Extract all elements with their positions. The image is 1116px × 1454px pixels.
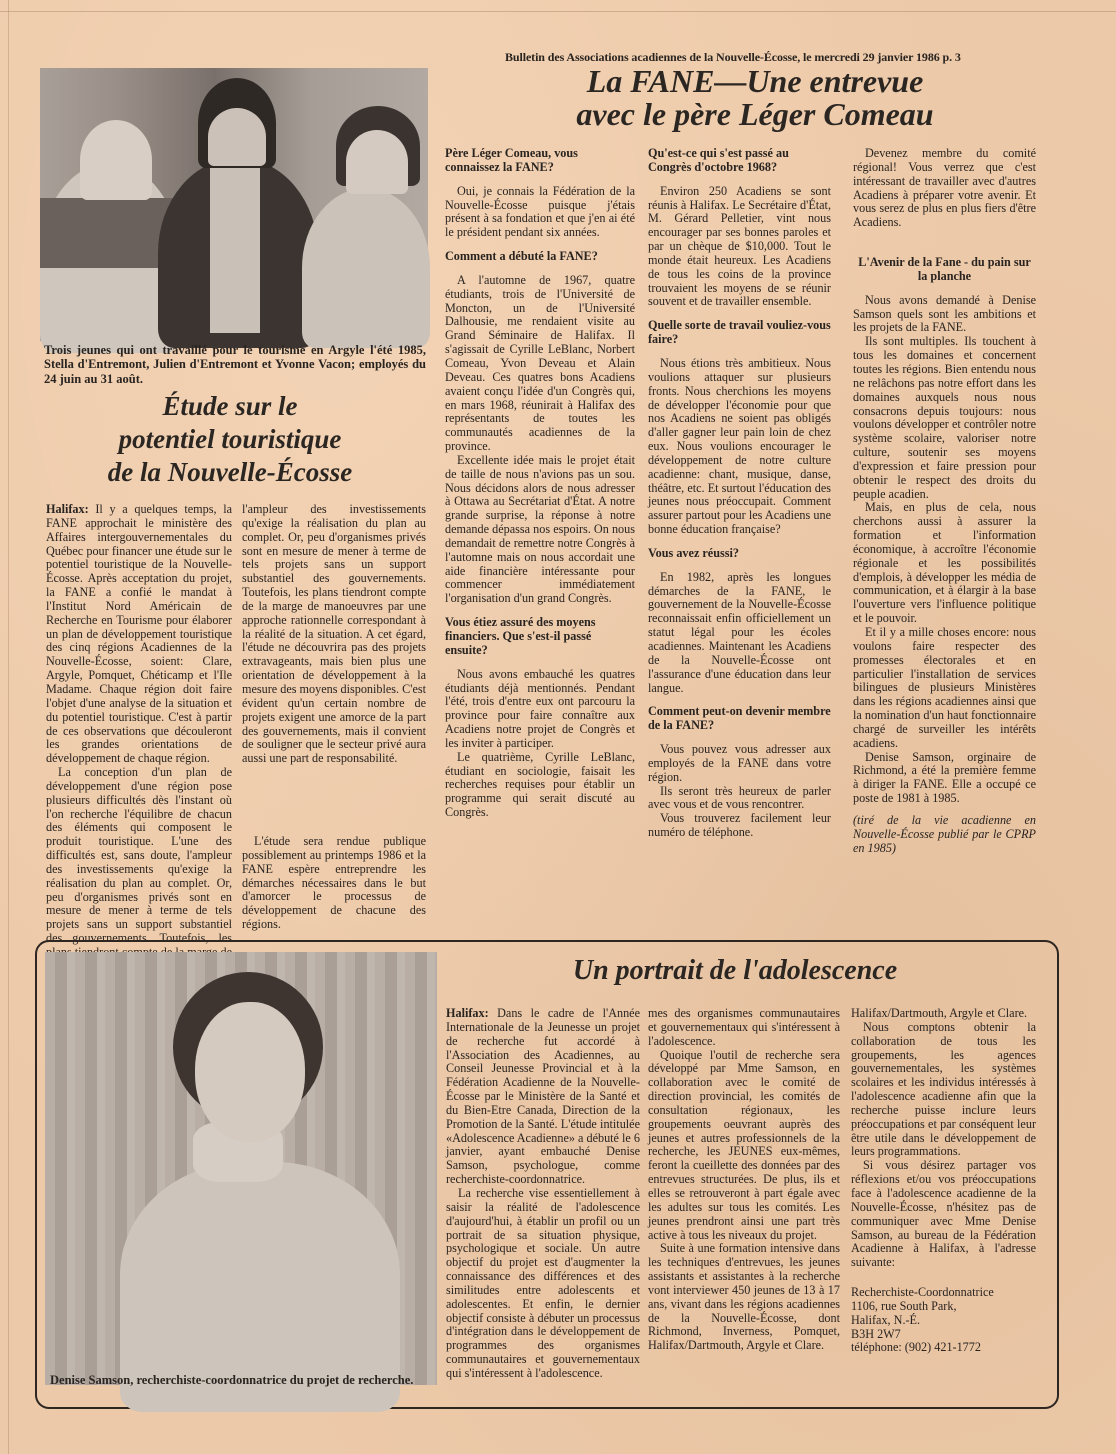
article-paragraph bbox=[46, 503, 232, 766]
adolescence-headline: Un portrait de l'adolescence bbox=[572, 955, 898, 986]
article-paragraph: Suite à une formation intensive dans les techniques d'entrevues, les jeunes assistants et assistantes à la recherche vont interviewer 450 jeunes de 13 à 17 ans, vivant dans les régions acadiennes de la Nouvelle-Écosse, dont Richmond, Inverness, Pomquet, Halifax/Dartmouth, Argyle et Clare. bbox=[648, 1241, 840, 1353]
article-paragraph-continued: Halifax/Dartmouth, Argyle et Clare. bbox=[851, 1006, 1028, 1020]
paragraph-text: Dans le cadre de l'Année Internationale de la Jeunesse un projet de recherche fut accordé à l'Association des Acadiennes, au Conseil Jeunesse Provincial et à la Fédération Acadienne de la Nouvelle-Écosse par le Ministère de la Santé et du Bien-Etre Canada, Direction de la Promotion de la Santé. L'étude intitulée «Adolescence Acadienne» a débuté le 6 janvier, ayant embauché Denise Samson, psychologue, comme recherchiste-coordonnatrice. bbox=[446, 1006, 641, 1187]
tourism-column-2 bbox=[242, 503, 426, 932]
adolescence-column-1 bbox=[446, 1006, 641, 1380]
interview-answer: Devenez membre du comité régional! Vous verrez que c'est intéressant de travailler avec d'autres Acadiens à préparer votre avenir. Et vous serez de plus en plus fiers d'être Acadiens. bbox=[853, 146, 1036, 230]
interview-answer: Oui, je connais la Fédération de la Nouvelle-Écosse puisque j'étais présent à sa fondation et que j'en ai été le président pendant six années. bbox=[445, 183, 635, 240]
article-paragraph: Ils sont multiples. Ils touchent à tous les domaines et concernent toutes les régions. Bien entendu nous ne relâchons pas notre effort dans les domaines auxquels nous nous consacrons depuis toujours: nous voulons développer et contrôler notre système scolaire, valoriser notre culture, soutenir ses moyens d'expression et faire pression pour obtenir le respect des droits du peuple acadien. bbox=[853, 334, 1036, 501]
article-paragraph-continued: mes des organismes communautaires et gouvernementaux qui s'intéressent à l'adolescence. bbox=[648, 1006, 840, 1048]
face bbox=[208, 108, 266, 166]
running-header: Bulletin des Associations acadiennes de la Nouvelle-Écosse, le mercredi 29 janvier 1986 p. 3 bbox=[505, 50, 961, 64]
tourism-column-1 bbox=[46, 502, 232, 946]
article-paragraph: Et il y a mille choses encore: nous voulons faire respecter des promesses électorales et en particulier l'installation de services bilingues de plusieurs Ministères dans les régions acadiennes ainsi que la nomination d'un haut fonctionnaire chargé de surveiller les intérêts acadiens. bbox=[853, 625, 1036, 750]
interview-answer: Vous trouverez facilement leur numéro de téléphone. bbox=[648, 811, 831, 840]
article-paragraph: Mais, en plus de cela, nous cherchons aussi à assurer la formation et l'information économique, à accroître l'économie régionale et les possibilités d'emplois, à développer les média de communication, et à élargir à la base l'ouverture vers l'influence politique et le pouvoir. bbox=[853, 500, 1036, 626]
interview-answer: Nous étions très ambitieux. Nous voulions attaquer sur plusieurs fronts. Nous cherchions les moyens de développer l'économie pour que nos Acadiens ne soient pas obligés d'aller gagner leur pain loin de chez eux. Nous voulions encourager le développement de notre culture acadienne: chant, musique, danse, théâtre, etc. Et surtout l'éducation des jeunes nous préoccupait. Comment assurer partout pour les Acadiens une bonne éducation française? bbox=[648, 355, 831, 537]
address-line: Recherchiste-Coordonnatrice bbox=[851, 1285, 994, 1300]
photo-caption: Trois jeunes qui ont travaillé pour le tourisme en Argyle l'été 1985, Stella d'Entremont, Julien d'Entremont et Yvonne Vacon; employés du 24 juin au 31 août. bbox=[44, 343, 426, 386]
article-paragraph: La conception d'un plan de développement d'une région pose plusieurs difficultés dès l'instant où l'on recherche l'équilibre de chacun des éléments qui composent le produit touristique. L'une des difficultés est, sans doute, l'ampleur des investissements qu'exige la réalisation du plan au complet. Or, peu d'organismes privés sont en mesure de mener à terme de tels projets sans un support substantiel des gouvernements. Toutefois, les bbox=[46, 765, 232, 946]
tourism-headline-line1: Étude sur le bbox=[162, 391, 298, 421]
article-paragraph: Nous avons demandé à Denise Samson quels sont les ambitions et les projets de la FANE. bbox=[853, 292, 1036, 335]
interview-answer: Excellente idée mais le projet était de taille de nous n'avions pas un sou. Nous décidons alors de nous adresser à Ottawa au Secrétariat d'État. A notre grande surprise, la réponse à notre demande dépassa nos espoirs. On nous demandait de remettre notre Congrès à l'automne mais on nous accordait une aide financière intéressante pour commencer immédiatement l'organisation d'un grand Congrès. bbox=[445, 452, 635, 606]
interview-headline-line2: avec le père Léger Comeau bbox=[576, 95, 934, 132]
photo-denise-samson bbox=[45, 952, 437, 1385]
face bbox=[80, 120, 152, 200]
face bbox=[346, 130, 408, 194]
interview-column-1 bbox=[445, 147, 635, 820]
tourism-headline bbox=[40, 390, 420, 489]
dateline: Halifax: bbox=[46, 502, 89, 516]
interview-question: Quelle sorte de travail vouliez-vous faire? bbox=[648, 318, 831, 347]
shirt bbox=[210, 163, 260, 333]
interview-question: Père Léger Comeau, vous connaissez la FANE? bbox=[445, 146, 578, 174]
interview-answer: Ils seront très heureux de parler avec vous et de vous rencontrer. bbox=[648, 783, 831, 812]
photo-caption: Denise Samson, recherchiste-coordonnatrice du projet de recherche. bbox=[50, 1373, 414, 1387]
tourism-headline-line2: potentiel touristique bbox=[118, 423, 342, 454]
interview-answer: Vous pouvez vous adresser aux employés de la FANE dans votre région. bbox=[648, 742, 831, 784]
tourism-headline-line3: de la Nouvelle-Écosse bbox=[107, 456, 353, 487]
face bbox=[195, 1002, 305, 1142]
article-paragraph: Nous comptons obtenir la collaboration de tous les groupements, les agences gouvernementales, les systèmes scolaires et les individus intéressés à l'adolescence acadienne afin que la recherche puisse inclure leurs préoccupations et par conséquent leur être utile dans le développement de leurs programmations. bbox=[851, 1019, 1036, 1159]
article-paragraph bbox=[446, 1007, 640, 1187]
interview-question: Qu'est-ce qui s'est passé au Congrès d'octobre 1968? bbox=[648, 146, 789, 174]
article-paragraph: L'étude sera rendue publique possiblement au printemps 1986 et la FANE espère entreprendre les démarches nécessaires dans le but d'amorcer le processus de développement de chacune des régions. bbox=[242, 834, 426, 932]
interview-headline bbox=[520, 65, 990, 130]
interview-column-3 bbox=[853, 147, 1036, 856]
interview-answer: A l'automne de 1967, quatre étudiants, trois de l'Université de Moncton, un de l'Université Dalhousie, me rendaient visite au Grand Séminaire de Halifax. Il s'agissait de Cyrille LeBlanc, Norbert Comeau, Yvon Deveau et Alain Deveau. Ces quatres bons Acadiens avaient conçu l'idée d'un Congrès qui, en mars 1968, réunirait à Halifax des représentants de toutes les communautés acadiennes de la province. bbox=[445, 272, 635, 454]
adolescence-column-3 bbox=[851, 1007, 1036, 1355]
address-line: Halifax, N.-É. bbox=[851, 1312, 921, 1327]
interview-question: Vous étiez assuré des moyens financiers. Que s'est-il passé ensuite? bbox=[445, 615, 596, 657]
interview-question: Comment a débuté la FANE? bbox=[445, 249, 598, 264]
article-paragraph: Quoique l'outil de recherche sera développé par Mme Samson, en collaboration avec le comité de direction provincial, les comités de consultation régionaux, les groupements oeuvrant auprès des jeunes et autres professionnels de la recherche, les JEUNES eux-mêmes, feront la cueillette des données par des entrevues structurées. De plus, ils et elles se retrouveront à part égale avec les adultes sur tous les comités. Les jeunes prendront ainsi une part très active à tous les niveaux du projet. bbox=[648, 1047, 840, 1242]
fold-line bbox=[8, 0, 9, 1454]
article-paragraph: La recherche vise essentiellement à saisir la réalité de l'adolescence d'aujourd'hui, à établir un profil ou un portrait de sa situation physique, psychologique et sociale. Un autre objectif du projet est d'augmenter la connaissance des différences et des similitudes entre adolescents et adolescentes. Et enfin, le dernier objectif consiste à débuter un processus d'intégration dans le développement de programmes des organismes communautaires et gouvernementaux qui s'intéressent à l'adolescence. bbox=[446, 1185, 640, 1380]
interview-question: Vous avez réussi? bbox=[648, 545, 739, 560]
interview-answer: Nous avons embauché les quatres étudiants déjà mentionnés. Pendant l'été, trois d'entre eux ont parcouru la province pour faire connaître aux Acadiens notre projet de Congrès et les inviter à participer. bbox=[445, 666, 635, 750]
address-line: 1106, rue South Park, bbox=[851, 1298, 957, 1313]
interview-column-2 bbox=[648, 147, 831, 840]
article-paragraph-continued: l'ampleur des investissements qu'exige la réalisation du plan au complet. Or, peu d'organismes privés sont en mesure de mener à terme de tels projets sans un support substantiel des gouvernements. Toutefois, les plans tiendront compte de la marge de manoeuvres par une approche rationnelle correspondant à la réalité de la situation. A cet égard, l'étude ne découvrira pas des projets extravageants, mais bien plus une orientation de développement à la mesure des moyens disponibles. C'est évident qu'un certain nombre de projets exigent une amorce de la part des gouvernements, mais il convient de souligner que le secteur privé aura aussi une part de responsabilité. bbox=[242, 502, 426, 766]
interview-answer: En 1982, après les longues démarches de la FANE, le gouvernement de la Nouvelle-Écosse reconnaissait enfin officiellement un statut légal pour les écoles acadiennes. Maintenant les Acadiens de la Nouvelle-Écosse ont l'assurance d'une éducation dans leur langue. bbox=[648, 569, 831, 695]
fold-line bbox=[0, 11, 1116, 12]
phone-line: téléphone: (902) 421-1772 bbox=[851, 1340, 981, 1355]
interview-answer: Le quatrième, Cyrille LeBlanc, étudiant en sociologie, faisait les recherches requises pour établir un programme qui serait discuté au Congrès. bbox=[445, 749, 635, 820]
photo-three-youths bbox=[40, 68, 428, 341]
subheading: L'Avenir de la Fane - du pain sur la planche bbox=[858, 255, 1031, 283]
interview-question: Comment peut-on devenir membre de la FANE? bbox=[648, 704, 831, 733]
contact-address bbox=[851, 1286, 1036, 1355]
paragraph-text: Il y a quelques temps, la FANE approchait le ministère des Affaires intergouvernementales du Québec pour financer une étude sur le potentiel touristique de la Nouvelle-Écosse. Après acceptation du projet, la FANE a confié le mandat à l'Institut Nord Américain de Recherche en Tourisme pour élaborer un plan de développement touristique des cinq régions Acadiennes de la Nouvelle-Écosse, soient: Clare, Argyle, Pomquet, Chéticamp et l'Ile Madame. Chaque région doit faire l'objet d'une analyse de la situation et du potentiel touristique. C'est à partir de ces observations que découleront les grandes orientations de développement de chaque région. bbox=[46, 502, 232, 766]
interview-headline-line1: La FANE—Une entrevue bbox=[586, 63, 924, 99]
article-paragraph: Si vous désirez partager vos réflexions et/ou vos préoccupations face à l'adolescence acadienne de la Nouvelle-Écosse, n'hésitez pas de communiquer avec Mme Denise Samson, au bureau de la Fédération Acadienne à Halifax, à l'adresse suivante: bbox=[851, 1158, 1036, 1270]
person-silhouette bbox=[302, 188, 430, 348]
address-line: B3H 2W7 bbox=[851, 1326, 901, 1341]
article-paragraph: Denise Samson, orginaire de Richmond, a été la première femme à diriger la FANE. Elle a occupé ce poste de 1981 à 1985. bbox=[853, 749, 1036, 806]
dateline: Halifax: bbox=[446, 1006, 489, 1020]
interview-answer: Environ 250 Acadiens se sont réunis à Halifax. Le Secrétaire d'État, M. Gérard Pelletier, vint nous encourager par ses bonnes paroles et par un chèque de $10,000. Tout le monde était heureux. Les Acadiens de tous les coins de la province trouvaient les moyens de se réunir souvent et de travailler ensemble. bbox=[648, 183, 831, 309]
source-note: (tiré de la vie acadienne en Nouvelle-Écosse publié par le CPRP en 1985) bbox=[853, 812, 1036, 855]
adolescence-column-2 bbox=[648, 1007, 840, 1367]
